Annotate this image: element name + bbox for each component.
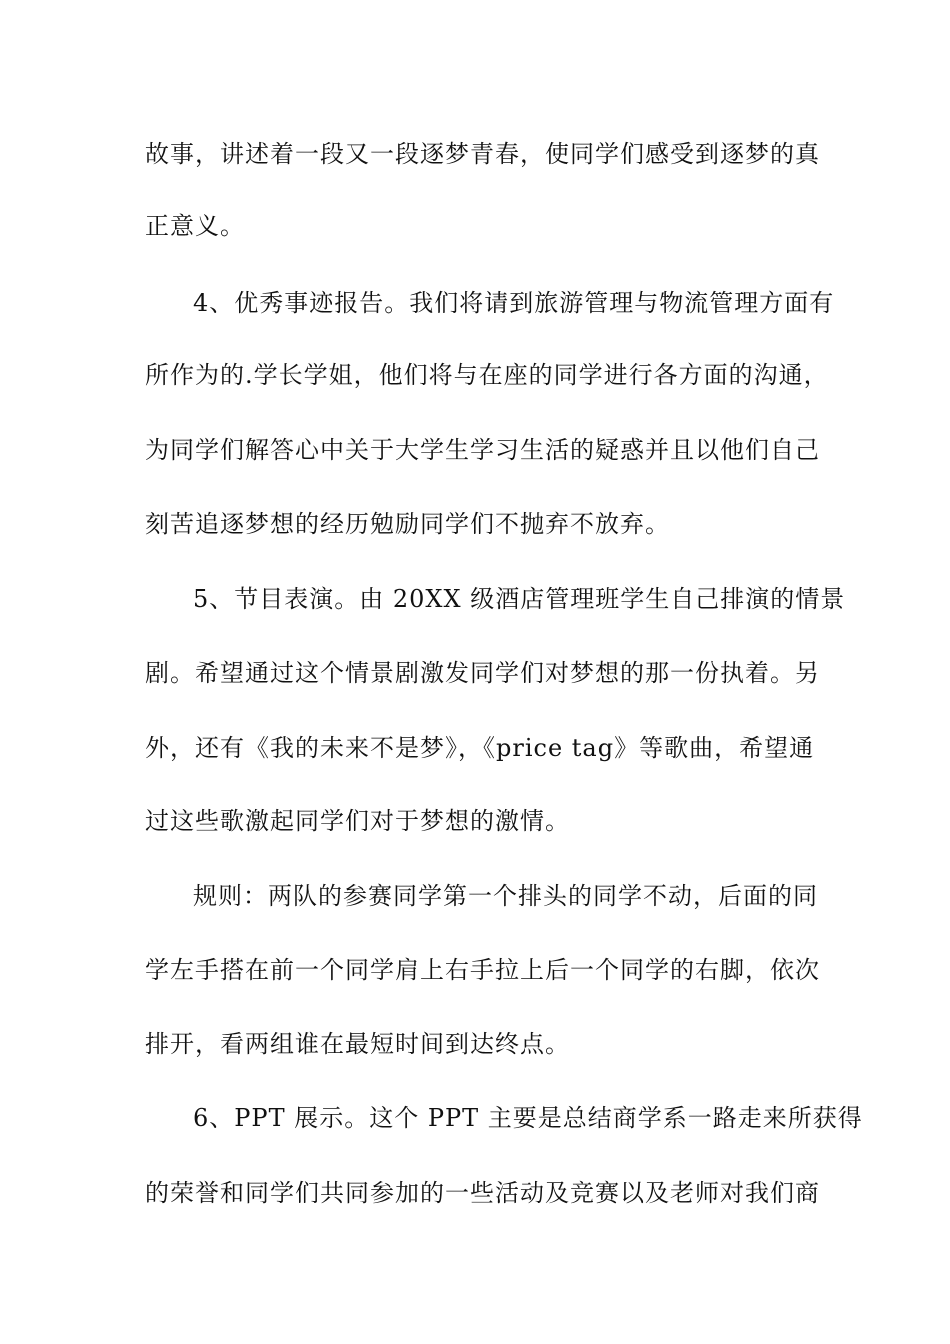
paragraph-line: 所作为的.学长学姐，他们将与在座的同学进行各方面的沟通，: [145, 361, 829, 389]
paragraph-line: 过这些歌激起同学们对于梦想的激情。: [145, 807, 570, 835]
paragraph-line: 学左手搭在前一个同学肩上右手拉上后一个同学的右脚，依次: [145, 956, 820, 984]
paragraph-line: 正意义。: [145, 212, 245, 240]
paragraph-line: 排开，看两组谁在最短时间到达终点。: [145, 1030, 570, 1058]
paragraph-line: 剧。希望通过这个情景剧激发同学们对梦想的那一份执着。另: [145, 659, 820, 687]
paragraph-line: 的荣誉和同学们共同参加的一些活动及竞赛以及老师对我们商: [145, 1179, 820, 1207]
paragraph-line: 外，还有《我的未来不是梦》，《price tag》等歌曲，希望通: [145, 734, 815, 762]
paragraph-line: 4、优秀事迹报告。我们将请到旅游管理与物流管理方面有: [193, 289, 835, 317]
paragraph-line: 刻苦追逐梦想的经历勉励同学们不抛弃不放弃。: [145, 510, 670, 538]
paragraph-line: 为同学们解答心中关于大学生学习生活的疑惑并且以他们自己: [145, 436, 820, 464]
paragraph-line: 6、PPT 展示。这个 PPT 主要是总结商学系一路走来所获得: [193, 1104, 863, 1132]
paragraph-line: 规则：两队的参赛同学第一个排头的同学不动，后面的同: [193, 882, 818, 910]
paragraph-line: 故事，讲述着一段又一段逐梦青春，使同学们感受到逐梦的真: [145, 140, 820, 168]
paragraph-line: 5、节目表演。由 20XX 级酒店管理班学生自己排演的情景: [193, 585, 846, 613]
